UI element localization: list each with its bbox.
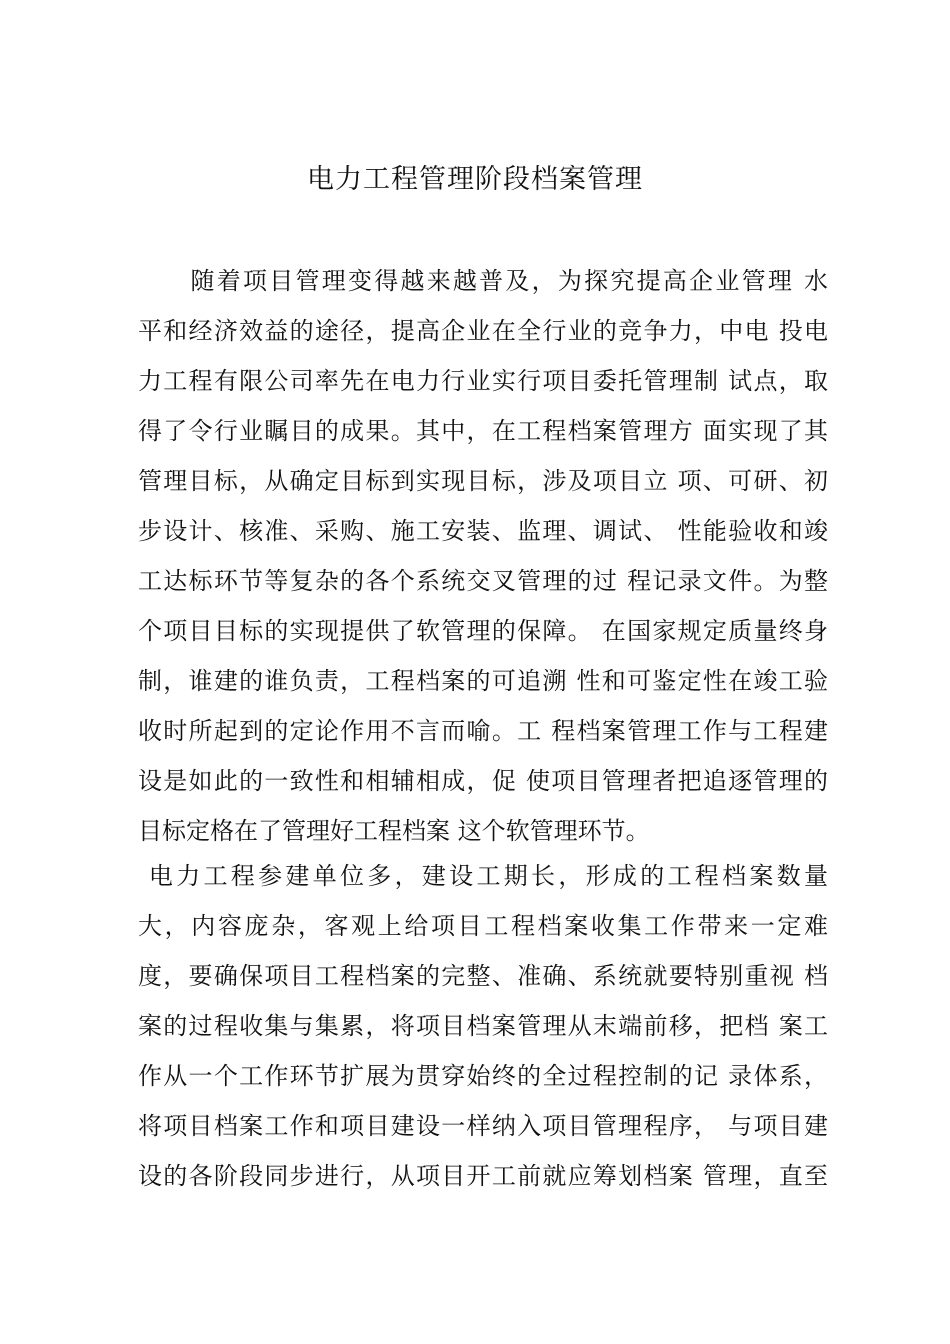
paragraph-line: 案的过程收集与集累，将项目档案管理从末端前移，把档 案工 (138, 1012, 828, 1040)
paragraph-line: 作从一个工作环节扩展为贯穿始终的全过程控制的记 录体系， (138, 1062, 828, 1090)
paragraph-line: 度，要确保项目工程档案的完整、准确、系统就要特别重视 档 (138, 962, 828, 990)
paragraph-2 (138, 851, 828, 1201)
paragraph-line: 随着项目管理变得越来越普及，为探究提高企业管理 水 (138, 267, 828, 295)
paragraph-1 (138, 256, 828, 856)
paragraph-line: 目标定格在了管理好工程档案 这个软管理环节。 (138, 817, 650, 845)
paragraph-line: 制，谁建的谁负责，工程档案的可追溯 性和可鉴定性在竣工验 (138, 667, 828, 695)
paragraph-line: 电力工程参建单位多，建设工期长，形成的工程档案数量 (138, 862, 828, 890)
paragraph-line: 平和经济效益的途径，提高企业在全行业的竞争力，中电 投电 (138, 317, 828, 345)
paragraph-line: 个项目目标的实现提供了软管理的保障。 在国家规定质量终身 (138, 617, 828, 645)
paragraph-line: 力工程有限公司率先在电力行业实行项目委托管理制 试点，取 (138, 367, 828, 395)
paragraph-line: 步设计、核准、采购、施工安装、监理、调试、 性能验收和竣 (138, 517, 828, 545)
paragraph-line: 管理目标，从确定目标到实现目标，涉及项目立 项、可研、初 (138, 467, 828, 495)
paragraph-line: 工达标环节等复杂的各个系统交叉管理的过 程记录文件。为整 (138, 567, 828, 595)
paragraph-line: 设的各阶段同步进行，从项目开工前就应筹划档案 管理，直至 (138, 1162, 828, 1190)
paragraph-line: 设是如此的一致性和相辅相成，促 使项目管理者把追逐管理的 (138, 767, 828, 795)
paragraph-line: 大，内容庞杂，客观上给项目工程档案收集工作带来一定难 (138, 912, 828, 940)
paragraph-line: 得了令行业瞩目的成果。其中，在工程档案管理方 面实现了其 (138, 417, 828, 445)
paragraph-line: 收时所起到的定论作用不言而喻。工 程档案管理工作与工程建 (138, 717, 828, 745)
paragraph-line: 将项目档案工作和项目建设一样纳入项目管理程序， 与项目建 (138, 1112, 828, 1140)
document-title: 电力工程管理阶段档案管理 (307, 164, 643, 195)
